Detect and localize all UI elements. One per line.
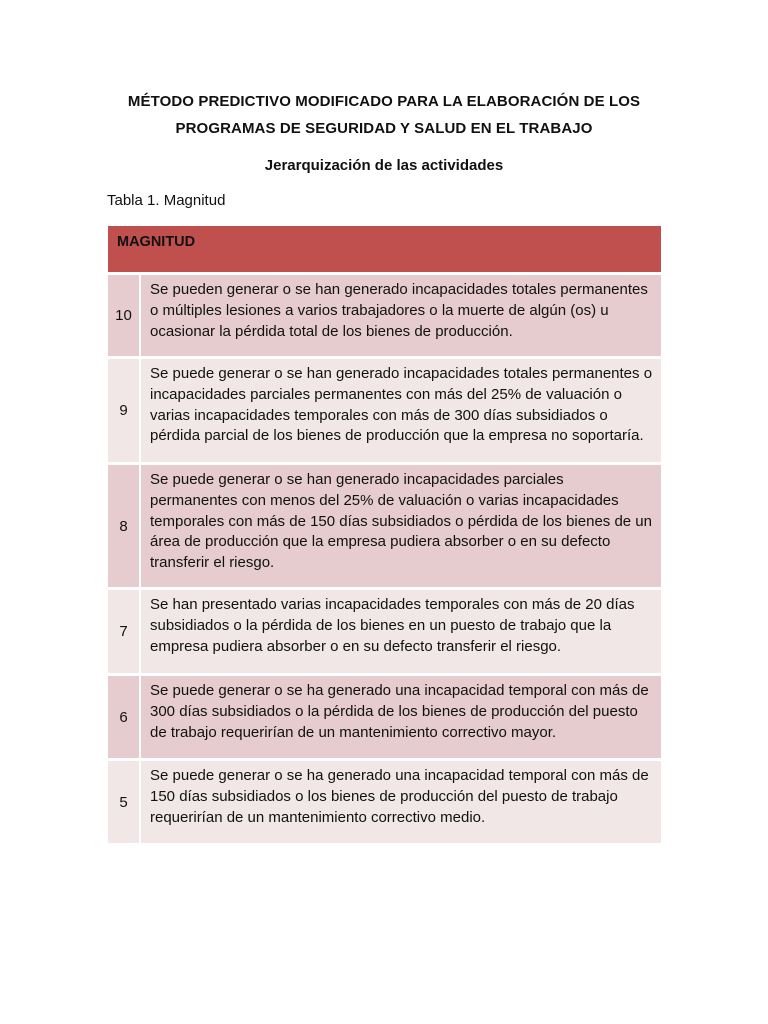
table-row xyxy=(108,587,661,673)
magnitude-value: 9 xyxy=(108,359,141,462)
magnitude-value: 7 xyxy=(108,590,141,673)
document-title xyxy=(60,88,708,142)
magnitude-description: Se puede generar o se ha generado una incapacidad temporal con más de 150 días subsidiados o los bienes de producción del puesto de trabajo requerirían de un mantenimiento correctivo medio. xyxy=(150,767,649,826)
table-row xyxy=(108,758,661,843)
magnitude-value: 8 xyxy=(108,465,141,587)
magnitude-value: 5 xyxy=(108,761,141,843)
magnitude-description: Se han presentado varias incapacidades temporales con más de 20 días subsidiados o la pérdida de los bienes en un puesto de trabajo que la empresa pudiera absorber o en su defecto transferir el riesgo. xyxy=(150,596,635,655)
magnitude-table xyxy=(108,226,661,843)
magnitude-description: Se puede generar o se han generado incapacidades totales permanentes o incapacidades parciales permanentes con más del 25% de valuación o varias incapacidades temporales con más de 300 días subsidiados o pérdida parcial de los bienes de producción que la empresa no soportaría. xyxy=(150,365,653,445)
table-row xyxy=(108,272,661,356)
table-row xyxy=(108,356,661,462)
magnitude-description: Se puede generar o se ha generado una incapacidad temporal con más de 300 días subsidiados o la pérdida de los bienes de producción del puesto de trabajo requerirían de un mantenimiento correctivo mayor. xyxy=(150,682,649,741)
magnitude-description: Se pueden generar o se han generado incapacidades totales permanentes o múltiples lesiones a varios trabajadores o la muerte de algún (os) u ocasionar la pérdida total de los bienes de producción. xyxy=(150,281,648,340)
title-line-1: MÉTODO PREDICTIVO MODIFICADO PARA LA ELABORACIÓN DE LOS xyxy=(127,93,641,110)
title-line-2: PROGRAMAS DE SEGURIDAD Y SALUD EN EL TRABAJO xyxy=(175,120,593,137)
table-row xyxy=(108,462,661,587)
table-row xyxy=(108,673,661,758)
magnitude-value: 10 xyxy=(108,275,141,356)
section-subtitle: Jerarquización de las actividades xyxy=(264,157,504,174)
table-header: MAGNITUD xyxy=(108,226,661,272)
magnitude-value: 6 xyxy=(108,676,141,758)
magnitude-description: Se puede generar o se han generado incapacidades parciales permanentes con menos del 25% de valuación o varias incapacidades temporales con más de 150 días subsidiados o pérdida de los bienes de un área de producción que la empresa pudiera absorber o en su defecto transferir el riesgo. xyxy=(150,471,652,572)
table-caption: Tabla 1. Magnitud xyxy=(107,192,226,209)
